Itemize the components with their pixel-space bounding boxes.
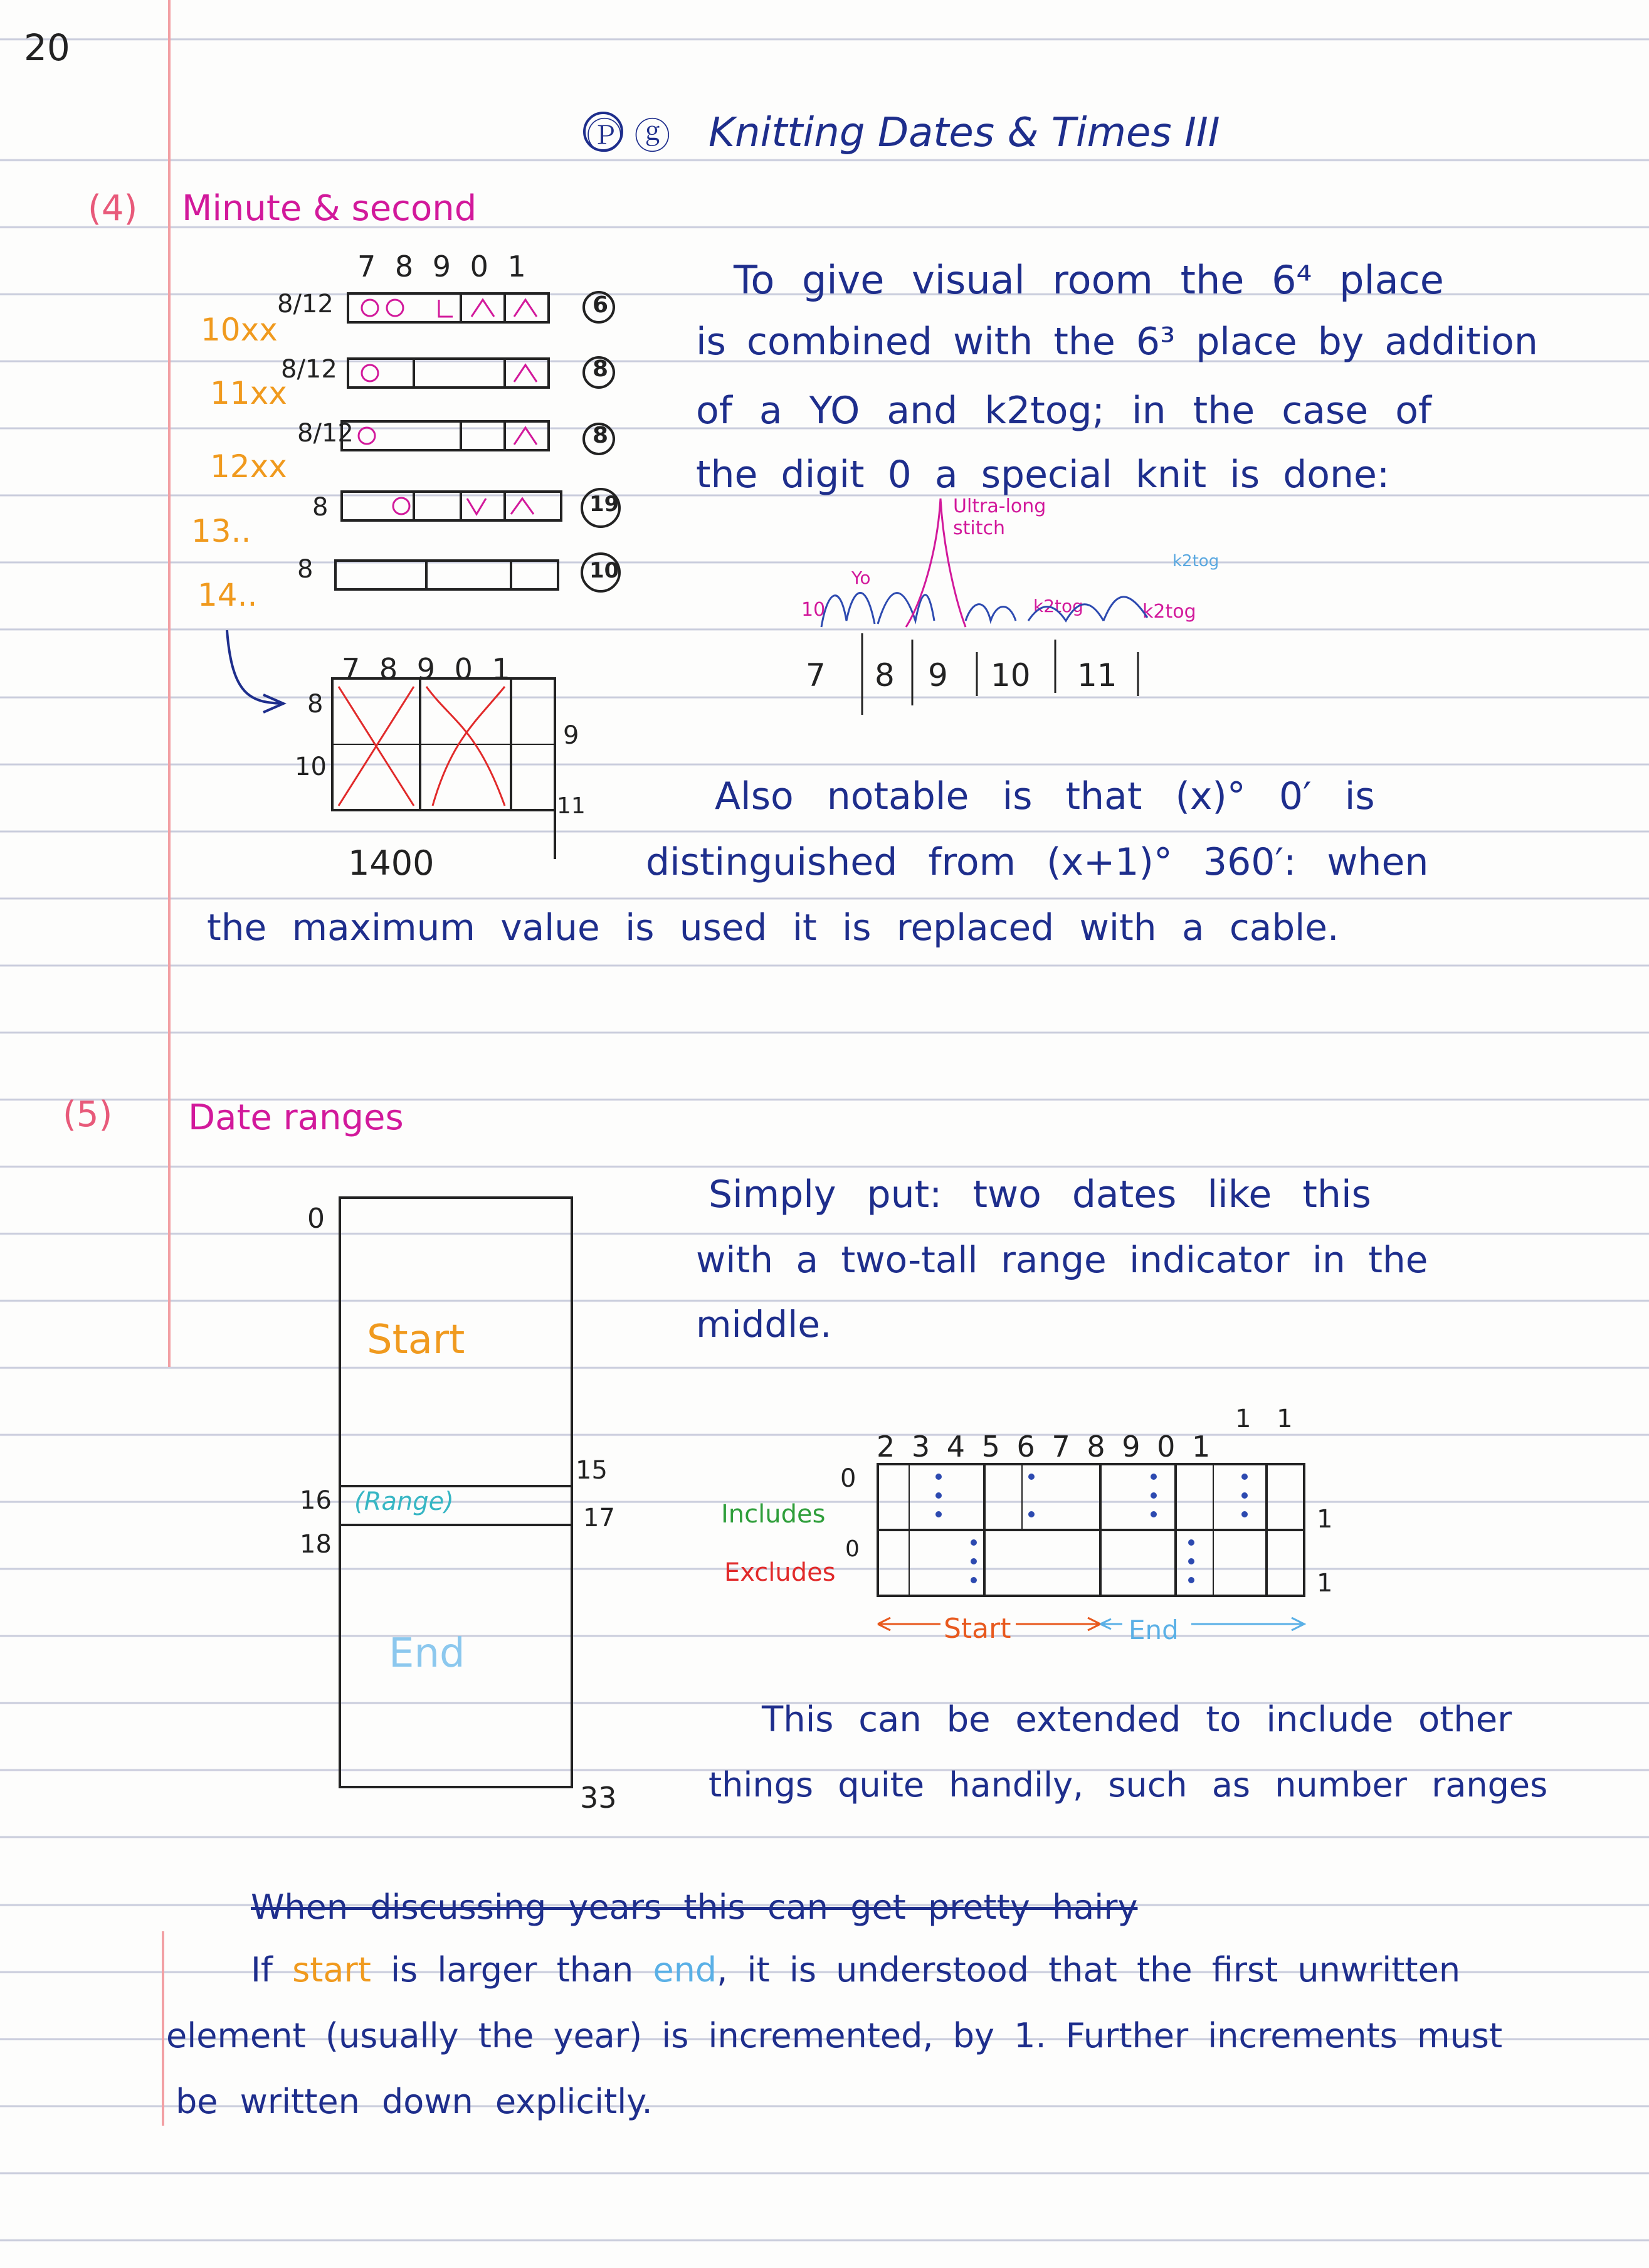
row-ratio-4: 8 <box>312 493 329 522</box>
cable-caption: 1400 <box>348 843 435 883</box>
stitch-symbols <box>359 300 537 514</box>
para3-start-word: start <box>292 1950 371 1990</box>
sketch-k2tog-3: k2tog <box>1172 552 1220 571</box>
range-top-zero: 0 <box>307 1203 325 1235</box>
cable-left-2: 10 <box>295 752 327 781</box>
sketch-ticks <box>862 633 1138 715</box>
digit-header: 7 8 9 0 1 <box>357 250 531 283</box>
row-circled-2: 8 <box>593 356 609 382</box>
range-bottom-33: 33 <box>580 1781 617 1815</box>
cable-crosses <box>339 687 505 806</box>
s5-para3-line3: be written down explicitly. <box>176 2082 653 2121</box>
grid-header: 2 3 4 5 6 7 8 9 0 1 <box>877 1430 1213 1464</box>
s5-para1-line2: with a two-tall range indicator in the <box>696 1238 1428 1281</box>
s4-para2-line3: the maximum value is used it is replaced with a cable. <box>207 906 1339 949</box>
para3-rest: , it is understood that the first unwritten <box>717 1950 1461 1990</box>
page-title: Knitting Dates & Times III <box>709 110 1220 156</box>
grid-one-2: 1 <box>1317 1569 1333 1598</box>
para3-if: If <box>251 1950 293 1990</box>
range-right-17: 17 <box>583 1504 615 1532</box>
grid-excludes-label: Excludes <box>724 1558 836 1587</box>
grid-zero-2: 0 <box>845 1536 860 1562</box>
ultra-long-stitch <box>906 498 966 627</box>
row-label-13: 13.. <box>191 513 251 549</box>
sketch-row-num: 10 <box>801 599 826 621</box>
knit-sketch <box>821 593 1147 627</box>
title-circles <box>584 113 622 150</box>
cable-chart <box>332 678 555 859</box>
s5-para1-line1: Simply put: two dates like this <box>709 1173 1371 1216</box>
s4-para1-line3: of a YO and k2tog; in the case of <box>696 389 1432 433</box>
cable-right-2: 11 <box>557 793 586 819</box>
s4-para1-line4: the digit 0 a special knit is done: <box>696 453 1390 497</box>
row-circled-3: 8 <box>593 423 609 448</box>
grid-top-tens: 1 1 <box>1235 1405 1302 1433</box>
grid-end-label: End <box>1129 1615 1179 1645</box>
section4-number: (4) <box>88 188 138 229</box>
s4-para2-line2: distinguished from (x+1)° 360′: when <box>646 840 1429 884</box>
sketch-k2tog-1: k2tog <box>1033 596 1083 616</box>
range-left-16: 16 <box>300 1486 332 1515</box>
sketch-k2tog-2: k2tog <box>1142 601 1196 623</box>
sketch-ultra-label: Ultra-long stitch <box>953 495 1046 539</box>
row-ratio-5: 8 <box>297 555 313 584</box>
date-grid <box>878 1464 1304 1596</box>
sketch-yo-label: Yo <box>851 567 871 588</box>
row-label-11xx: 11xx <box>210 375 287 411</box>
grid-arrows <box>878 1618 1304 1630</box>
grid-dots <box>935 1474 1248 1583</box>
grid-one-1: 1 <box>1317 1505 1333 1534</box>
row-ratio-1: 8/12 <box>277 290 334 319</box>
grid-zero-1: 0 <box>840 1464 856 1493</box>
range-right-15: 15 <box>576 1456 608 1485</box>
cable-right-1: 9 <box>563 721 579 750</box>
grid-includes-label: Includes <box>721 1500 826 1529</box>
row-circled-1: 6 <box>593 292 609 318</box>
range-start-label: Start <box>367 1317 465 1363</box>
row-label-10xx: 10xx <box>201 312 278 348</box>
sketch-num-8: 8 <box>875 657 895 694</box>
cable-left-1: 8 <box>307 690 324 719</box>
grid-start-label: Start <box>944 1613 1011 1645</box>
row-label-14: 14.. <box>198 577 258 613</box>
section5-heading: Date ranges <box>188 1097 404 1138</box>
title-marks: Ⓟ ⓖ <box>586 115 671 157</box>
para3-mid1: is larger than <box>371 1950 653 1990</box>
s5-para2-line2: things quite handily, such as number ranges <box>709 1765 1548 1805</box>
s5-para2-line1: This can be extended to include other <box>762 1699 1512 1740</box>
row-ratio-3: 8/12 <box>297 419 354 448</box>
range-left-18: 18 <box>300 1530 332 1559</box>
row-circled-4: 19 <box>589 492 619 517</box>
sketch-num-7: 7 <box>806 657 826 694</box>
section4-heading: Minute & second <box>182 188 477 229</box>
s5-para3-line2: element (usually the year) is incremented, by 1. Further increments must <box>166 2016 1503 2055</box>
cable-header: 7 8 9 0 1 <box>342 652 515 686</box>
s5-para1-line3: middle. <box>696 1303 832 1346</box>
row-ratio-2: 8/12 <box>281 355 337 384</box>
struck-line: When discussing years this can get pretty hairy <box>251 1887 1138 1927</box>
row-label-12xx: 12xx <box>210 448 287 485</box>
sketch-num-10: 10 <box>991 657 1031 694</box>
s4-para1-line2: is combined with the 6³ place by addition <box>696 320 1538 364</box>
cable-arrow <box>227 630 282 704</box>
sketch-num-11: 11 <box>1077 657 1117 694</box>
range-end-label: End <box>389 1630 465 1677</box>
range-range-label: (Range) <box>354 1487 454 1516</box>
para3-end-word: end <box>653 1950 717 1990</box>
circled-row-numbers <box>582 292 619 591</box>
stitch-chart <box>335 293 561 589</box>
page-number: 20 <box>24 26 70 69</box>
row-circled-5: 10 <box>589 558 619 583</box>
range-column <box>340 1198 572 1787</box>
s4-para2-line1: Also notable is that (x)° 0′ is <box>715 774 1375 818</box>
s4-para1-line1: To give visual room the 6⁴ place <box>734 257 1444 303</box>
sketch-num-9: 9 <box>928 657 948 694</box>
section5-number: (5) <box>63 1094 113 1135</box>
